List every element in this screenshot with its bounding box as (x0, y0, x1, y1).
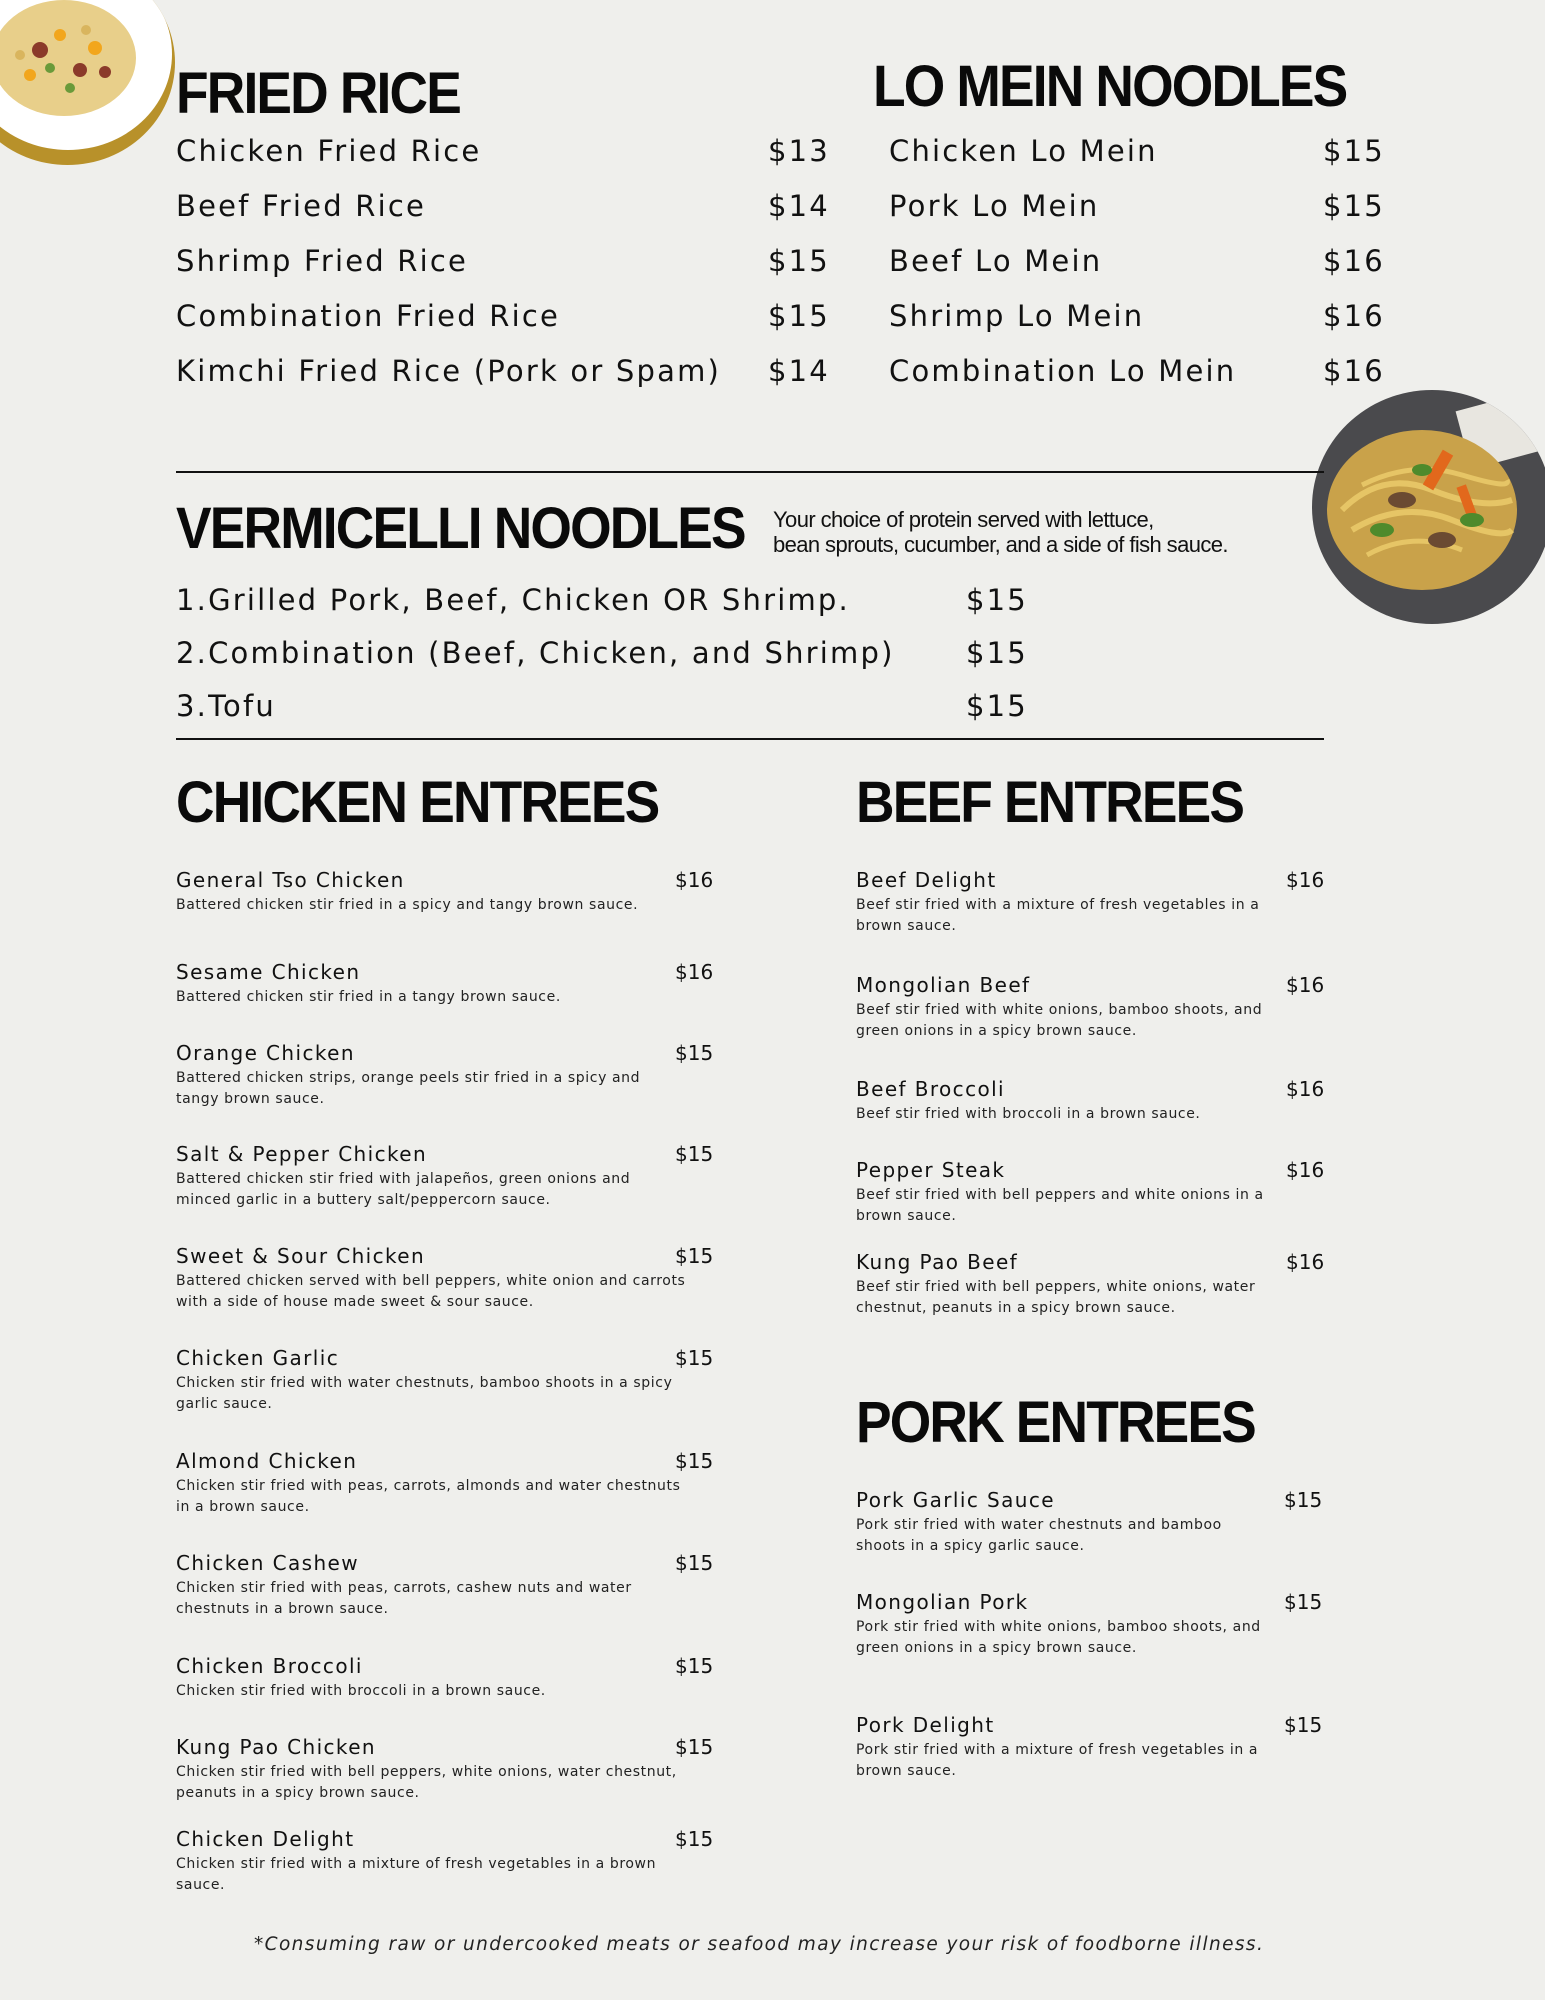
entree-description: Beef stir fried with a mixture of fresh vegetables in a brown sauce. (856, 897, 1260, 934)
entree-name: Chicken Cashew (176, 1551, 359, 1575)
entree-name: Almond Chicken (176, 1449, 358, 1473)
entree-name: Pepper Steak (856, 1158, 1006, 1182)
entree-price: $15 (675, 1041, 714, 1065)
menu-item-name: Combination Lo Mein (889, 354, 1237, 388)
entree-price: $15 (1284, 1590, 1323, 1614)
divider-middle (176, 738, 1324, 740)
menu-item-price: $15 (966, 583, 1028, 617)
entree-name: Chicken Broccoli (176, 1654, 363, 1678)
divider-top (176, 471, 1324, 473)
entree-description: Chicken stir fried with water chestnuts, bamboo shoots in a spicy garlic sauce. (176, 1375, 673, 1412)
entree-name: Beef Broccoli (856, 1077, 1006, 1101)
entree-description: Beef stir fried with bell peppers and white onions in a brown sauce. (856, 1187, 1264, 1224)
entree-price: $15 (675, 1551, 714, 1575)
vermicelli-description-line-2: bean sprouts, cucumber, and a side of fish sauce. (773, 532, 1228, 557)
entree-price: $15 (675, 1142, 714, 1166)
pork-entrees-title: PORK ENTREES (856, 1390, 1255, 1455)
entree-price: $15 (675, 1654, 714, 1678)
menu-item-name: Shrimp Lo Mein (889, 299, 1145, 333)
entree-price: $16 (1286, 1077, 1325, 1101)
entree-description: Battered chicken served with bell peppers, white onion and carrots with a side of house made sweet & sour sauce. (176, 1273, 686, 1310)
menu-item-price: $16 (1323, 244, 1385, 278)
entree-price: $16 (1286, 1250, 1325, 1274)
menu-item-name: Shrimp Fried Rice (176, 244, 469, 278)
entree-name: Pork Garlic Sauce (856, 1488, 1055, 1512)
menu-item-name: Chicken Lo Mein (889, 134, 1158, 168)
entree-description: Chicken stir fried with broccoli in a brown sauce. (176, 1683, 546, 1699)
entree-description: Pork stir fried with water chestnuts and bamboo shoots in a spicy garlic sauce. (856, 1517, 1222, 1554)
vermicelli-title: VERMICELLI NOODLES (176, 496, 745, 561)
foodborne-illness-note: *Consuming raw or undercooked meats or seafood may increase your risk of foodborne illness. (254, 1934, 1265, 1955)
entree-name: Orange Chicken (176, 1041, 355, 1065)
entree-description: Pork stir fried with white onions, bamboo shoots, and green onions in a spicy brown sauce. (856, 1619, 1261, 1656)
entree-name: Chicken Delight (176, 1827, 355, 1851)
entree-price: $16 (1286, 1158, 1325, 1182)
menu-item-price: $16 (1323, 354, 1385, 388)
entree-description: Beef stir fried with white onions, bamboo shoots, and green onions in a spicy brown sauce. (856, 1002, 1263, 1039)
menu-item-name: 1.Grilled Pork, Beef, Chicken OR Shrimp. (176, 583, 850, 617)
entree-price: $16 (675, 868, 714, 892)
fried-rice-plate-icon (0, 0, 175, 165)
entree-description: Pork stir fried with a mixture of fresh vegetables in a brown sauce. (856, 1742, 1259, 1779)
entree-description: Battered chicken stir fried with jalapeños, green onions and minced garlic in a buttery salt/peppercorn sauce. (176, 1171, 631, 1208)
menu-item-name: Kimchi Fried Rice (Pork or Spam) (176, 354, 722, 388)
entree-name: Chicken Garlic (176, 1346, 340, 1370)
menu-item-name: 3.Tofu (176, 689, 276, 723)
menu-item-price: $15 (966, 636, 1028, 670)
entree-description: Chicken stir fried with peas, carrots, almonds and water chestnuts in a brown sauce. (176, 1478, 681, 1515)
chicken-entrees-title: CHICKEN ENTREES (176, 770, 659, 835)
lo-mein-plate-icon (1312, 390, 1545, 624)
menu-item-price: $15 (768, 244, 830, 278)
fried-rice-title: FRIED RICE (176, 61, 460, 126)
menu-item-name: 2.Combination (Beef, Chicken, and Shrimp) (176, 636, 895, 670)
lo-mein-photo (1312, 390, 1545, 624)
menu-item-name: Beef Fried Rice (176, 189, 427, 223)
beef-entrees-title: BEEF ENTREES (856, 770, 1244, 835)
entree-description: Chicken stir fried with peas, carrots, cashew nuts and water chestnuts in a brown sauce. (176, 1580, 632, 1617)
entree-price: $16 (675, 960, 714, 984)
entree-price: $15 (1284, 1713, 1323, 1737)
entree-price: $15 (675, 1735, 714, 1759)
entree-name: Sweet & Sour Chicken (176, 1244, 426, 1268)
menu-item-price: $14 (768, 354, 830, 388)
entree-price: $15 (675, 1827, 714, 1851)
menu-item-name: Combination Fried Rice (176, 299, 561, 333)
menu-item-price: $15 (1323, 189, 1385, 223)
menu-item-name: Pork Lo Mein (889, 189, 1100, 223)
entree-description: Chicken stir fried with bell peppers, white onions, water chestnut, peanuts in a spicy brown sauce. (176, 1764, 677, 1801)
menu-item-price: $15 (966, 689, 1028, 723)
entree-description: Battered chicken stir fried in a tangy brown sauce. (176, 989, 561, 1005)
entree-price: $16 (1286, 973, 1325, 997)
entree-price: $15 (675, 1244, 714, 1268)
menu-item-price: $15 (1323, 134, 1385, 168)
menu-item-name: Chicken Fried Rice (176, 134, 482, 168)
entree-name: Salt & Pepper Chicken (176, 1142, 428, 1166)
entree-description: Battered chicken stir fried in a spicy and tangy brown sauce. (176, 897, 639, 913)
entree-price: $15 (675, 1346, 714, 1370)
menu-item-price: $15 (768, 299, 830, 333)
menu-item-price: $16 (1323, 299, 1385, 333)
fried-rice-photo (0, 0, 175, 165)
entree-name: Kung Pao Beef (856, 1250, 1019, 1274)
menu-item-price: $13 (768, 134, 830, 168)
entree-description: Battered chicken strips, orange peels stir fried in a spicy and tangy brown sauce. (176, 1070, 641, 1107)
entree-description: Beef stir fried with broccoli in a brown sauce. (856, 1106, 1201, 1122)
lo-mein-title: LO MEIN NOODLES (873, 54, 1347, 119)
menu-item-price: $14 (768, 189, 830, 223)
entree-description: Beef stir fried with bell peppers, white onions, water chestnut, peanuts in a spicy brown sauce. (856, 1279, 1256, 1316)
entree-name: Mongolian Pork (856, 1590, 1029, 1614)
menu-item-name: Beef Lo Mein (889, 244, 1103, 278)
entree-price: $16 (1286, 868, 1325, 892)
vermicelli-description-line-1: Your choice of protein served with lettuce, (773, 507, 1154, 532)
entree-price: $15 (675, 1449, 714, 1473)
entree-name: Mongolian Beef (856, 973, 1031, 997)
entree-name: Pork Delight (856, 1713, 995, 1737)
entree-name: Beef Delight (856, 868, 997, 892)
entree-name: General Tso Chicken (176, 868, 405, 892)
entree-name: Kung Pao Chicken (176, 1735, 376, 1759)
entree-description: Chicken stir fried with a mixture of fresh vegetables in a brown sauce. (176, 1856, 657, 1893)
entree-price: $15 (1284, 1488, 1323, 1512)
entree-name: Sesame Chicken (176, 960, 361, 984)
